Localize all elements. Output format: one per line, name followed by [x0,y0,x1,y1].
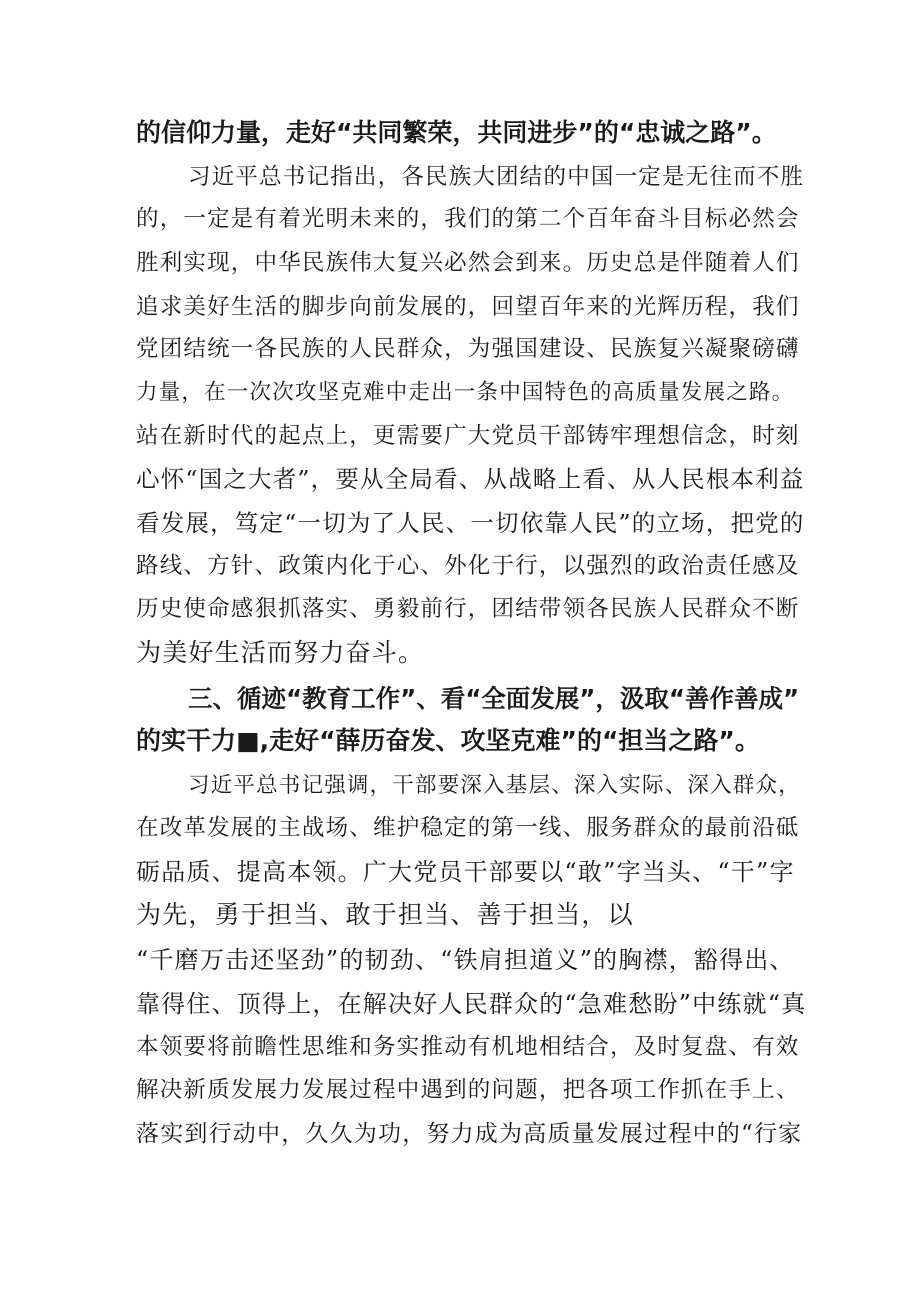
paragraph-2-line-4: 为先，勇于担当、敢于担当、善于担当，以 [136,900,634,929]
section-heading-line-1: 三、循迹“教育工作”、看“全面发展”，汲取“善作善成” [188,684,800,713]
paragraph-1-line-2: 的，一定是有着光明未来的，我们的第二个百年奋斗目标必然会 [136,206,800,232]
paragraph-2-line-9: 落实到行动中，久久为功，努力成为高质量发展过程中的“行家 [136,1121,803,1147]
paragraph-1-line-11: 历史使命感狠抓落实、勇毅前行，团结带领各民族人民群众不断 [136,596,800,622]
paragraph-1-line-9: 看发展，笃定“一切为了人民、一切依靠人民”的立场，把党的 [136,509,805,537]
paragraph-1-line-6: 力量，在一次次攻坚克难中走出一条中国特色的高质量发展之路。 [136,380,795,405]
paragraph-1-line-7: 站在新时代的起点上，更需要广大党员干部铸牢理想信念，时刻 [136,423,800,449]
paragraph-2-line-6: 靠得住、顶得上，在解决好人民群众的“急难愁盼”中练就“真 [136,990,807,1018]
paragraph-2-line-3: 砺品质、提高本领。广大党员干部要以“敢”字当头、“干”字 [136,858,795,886]
paragraph-1-line-1: 习近平总书记指出，各民族大团结的中国一定是无往而不胜 [188,164,805,190]
paragraph-1-line-10: 路线、方针、政策内化于心、外化于行，以强烈的政治责任感及 [136,553,800,579]
paragraph-2-line-8: 解决新质发展力发展过程中遇到的问题，把各项工作抓在手上、 [136,1077,800,1103]
paragraph-1-line-8: 心怀“国之大者”，要从全局看、从战略上看、从人民根本利益 [136,465,805,493]
paragraph-2-line-7: 本领要将前瞻性思维和务实推动有机地相结合，及时复盘、有效 [136,1034,800,1060]
paragraph-2-line-2: 在改革发展的主战场、维护稳定的第一线、服务群众的最前沿砥 [136,815,800,841]
heading-line-1: 的信仰力量，走好“共同繁荣，共同进步”的“忠诚之路”。 [136,118,777,147]
paragraph-1-line-12: 为美好生活而努力奋斗。 [136,638,425,667]
paragraph-1-line-4: 追求美好生活的脚步向前发展的，回望百年来的光辉历程，我们 [136,294,800,320]
paragraph-2-line-1: 习近平总书记强调，干部要深入基层、深入实际、深入群众， [188,773,801,798]
paragraph-1-line-5: 党团结统一各民族的人民群众，为强国建设、民族复兴凝聚磅礴 [136,336,800,362]
section-heading-line-2: 的实干力■,走好“薛历奋发、攻坚克难”的“担当之路”。 [136,726,760,755]
paragraph-2-line-5: “千磨万击还坚劲”的韧劲、“铁肩担道义”的胸襟，豁得出、 [136,946,795,974]
paragraph-1-line-3: 胜利实现，中华民族伟大复兴必然会到来。历史总是伴随着人们 [136,250,800,276]
